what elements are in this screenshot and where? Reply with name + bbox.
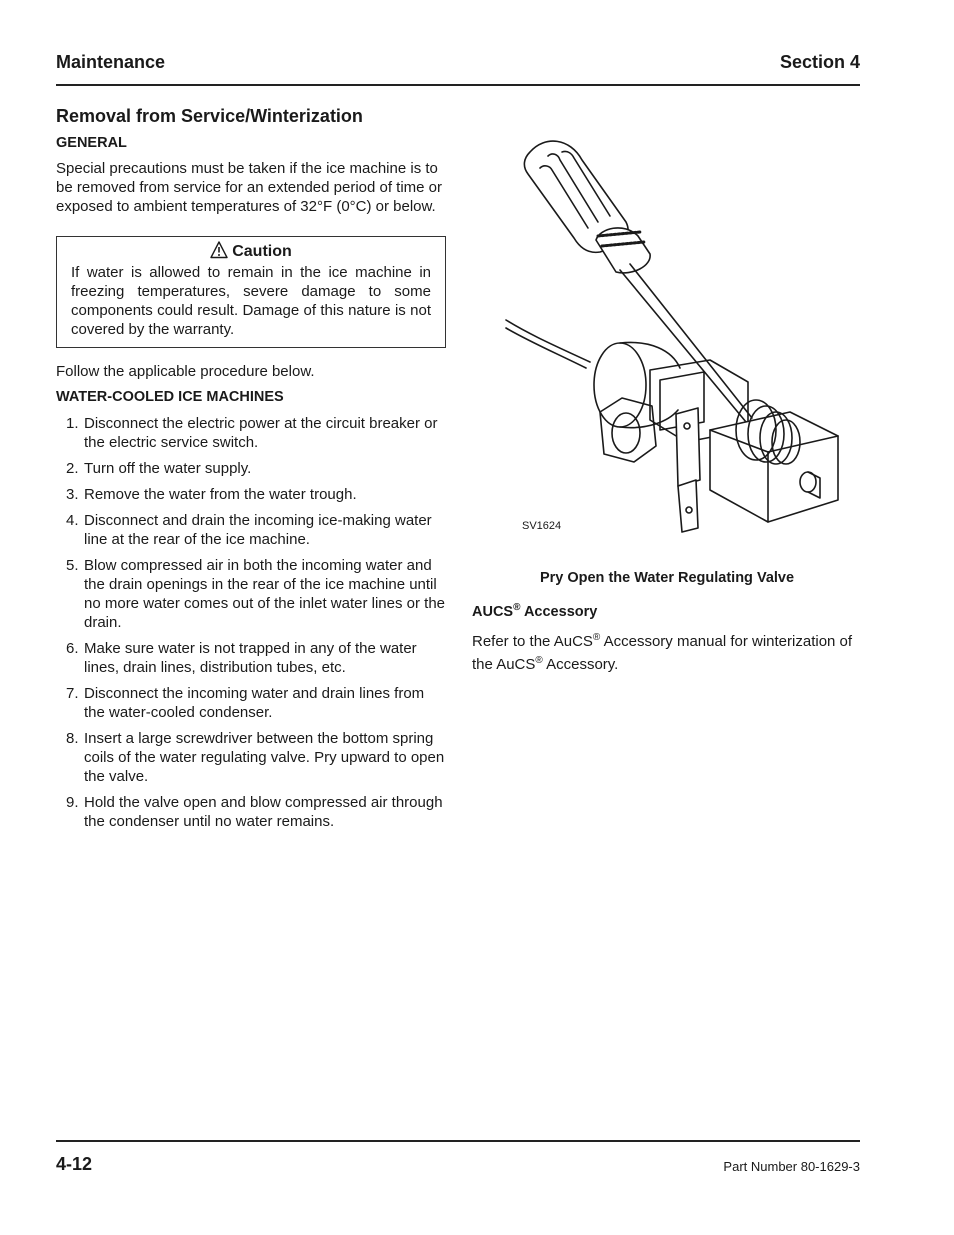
procedure-step (56, 485, 446, 504)
caution-title: Caution (232, 243, 292, 260)
step-text: Make sure water is not trapped in any of the water lines, drain lines, distribution tubes, etc. (84, 640, 417, 676)
aucs-text-2: Accessory manual for winterization of the AuCS (472, 632, 853, 673)
step-text: Insert a large screwdriver between the bottom spring coils of the water regulating valve. Pry upward to open the valve. (84, 730, 445, 785)
figure-label: SV1624 (522, 520, 562, 532)
header-chapter: Maintenance (56, 52, 166, 72)
step-number: 4. (66, 512, 79, 529)
header-section: Section 4 (779, 52, 860, 72)
warning-triangle-icon (210, 241, 228, 259)
page-footer (56, 1140, 860, 1174)
caution-title-row (71, 241, 431, 261)
aucs-reg-mark-1: ® (592, 631, 601, 643)
procedure-step (56, 414, 446, 452)
right-column (472, 130, 862, 694)
section-title: Removal from Service/Winterization (56, 106, 363, 126)
caution-box (56, 236, 446, 348)
follow-text: Follow the applicable procedure below. (56, 363, 315, 380)
step-number: 3. (66, 486, 79, 503)
aucs-heading-post: Accessory (520, 603, 598, 620)
procedure-step (56, 684, 446, 722)
step-text: Blow compressed air in both the incoming water and the drain openings in the rear of the ice machine until no more water comes out of the inlet water lines or the drain. (84, 557, 446, 631)
aucs-heading-pre: AUCS (472, 603, 514, 620)
step-text: Remove the water from the water trough. (84, 486, 357, 503)
procedure-step (56, 459, 446, 478)
aucs-text (472, 628, 862, 674)
water-cooled-heading: WATER-COOLED ICE MACHINES (56, 389, 284, 405)
figure-caption: Pry Open the Water Regulating Valve (539, 570, 795, 586)
procedure-step (56, 729, 446, 786)
procedure-step (56, 639, 446, 677)
procedure-step (56, 511, 446, 549)
aucs-reg-mark: ® (513, 602, 521, 613)
caution-text: If water is allowed to remain in the ice machine in freezing temperatures, severe damage to some components could result. Damage of this nature is not covered by the warranty. (71, 264, 431, 338)
step-number: 8. (66, 730, 79, 747)
step-number: 7. (66, 685, 79, 702)
procedure-step (56, 793, 446, 831)
step-text: Disconnect and drain the incoming ice-making water line at the rear of the ice machine. (84, 512, 432, 548)
aucs-heading (472, 602, 862, 620)
aucs-reg-mark-2: ® (535, 654, 543, 666)
part-number: Part Number 80-1629-3 (723, 1159, 860, 1174)
procedure-step (56, 556, 446, 632)
step-text: Disconnect the electric power at the circuit breaker or the electric service switch. (84, 415, 438, 451)
step-number: 2. (66, 460, 79, 477)
step-number: 6. (66, 640, 79, 657)
water-regulating-valve-illustration (500, 130, 840, 550)
page-header (56, 50, 860, 86)
step-number: 5. (66, 557, 79, 574)
step-text: Turn off the water supply. (84, 460, 252, 477)
step-number: 1. (66, 415, 79, 432)
page-number: 4-12 (56, 1154, 93, 1174)
step-text: Disconnect the incoming water and drain lines from the water-cooled condenser. (84, 685, 425, 721)
valve-figure (472, 130, 862, 560)
left-column (56, 106, 446, 838)
general-heading: GENERAL (56, 135, 127, 151)
step-number: 9. (66, 794, 79, 811)
step-text: Hold the valve open and blow compressed air through the condenser until no water remains. (84, 794, 443, 830)
aucs-text-3: Accessory. (542, 655, 619, 673)
procedure-steps (56, 414, 446, 831)
general-text: Special precautions must be taken if the ice machine is to be removed from service for an extended period of time or exposed to ambient temperatures of 32°F (0°C) or below. (56, 160, 443, 215)
aucs-text-1: Refer to the AuCS (472, 632, 593, 650)
